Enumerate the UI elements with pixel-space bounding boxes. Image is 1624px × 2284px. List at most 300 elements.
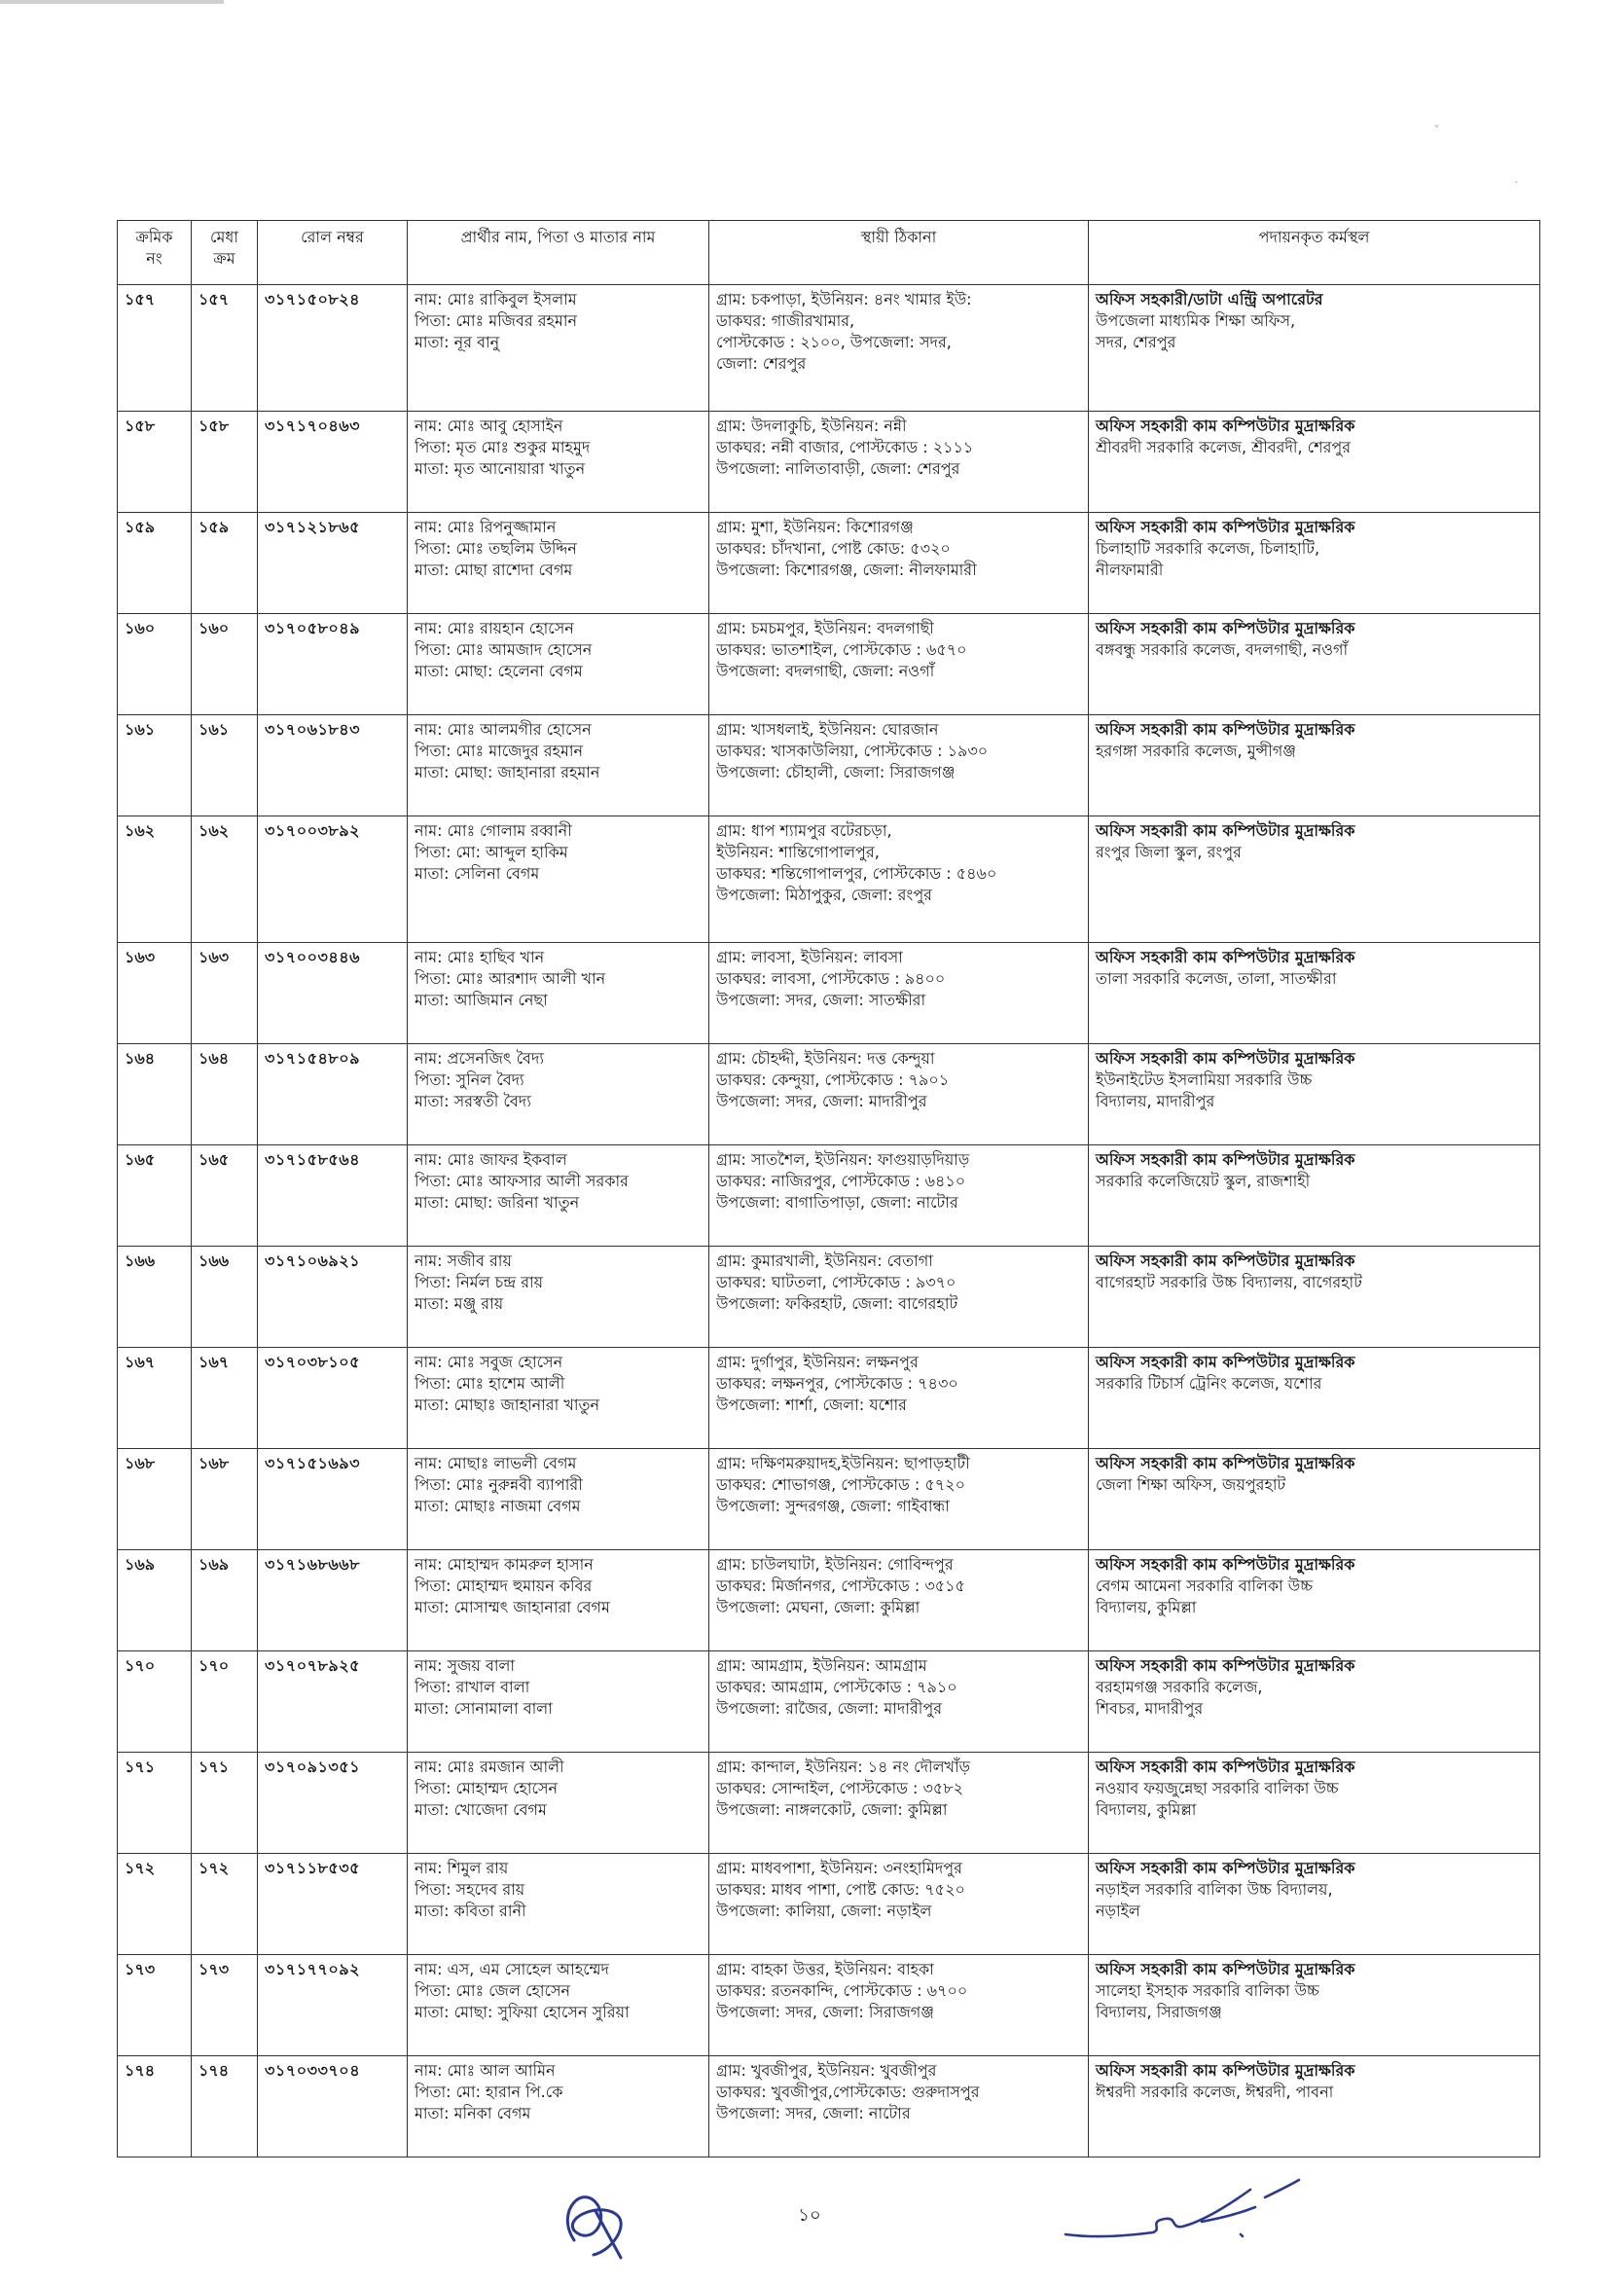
address-line: গ্রাম: খুবজীপুর, ইউনিয়ন: খুবজীপুর: [716, 2061, 937, 2080]
mother-name: মাতা: কবিতা রানী: [415, 1902, 526, 1920]
serial-cell: ১৫৭: [118, 285, 192, 412]
father-name: পিতা: মো: আব্দুল হাকিম: [415, 843, 568, 861]
posting-cell: [1089, 1044, 1540, 1145]
merit-cell: ১৭৩: [192, 1955, 258, 2056]
post-title: অফিস সহকারী কাম কম্পিউটার মুদ্রাক্ষরিক: [1096, 1555, 1355, 1574]
merit-cell: ১৬৬: [192, 1247, 258, 1348]
address-line: উপজেলা: শার্শা, জেলা: যশোর: [716, 1396, 907, 1414]
serial-cell: ১৬৫: [118, 1145, 192, 1247]
table-row: [118, 412, 1540, 513]
header-merit: [192, 221, 258, 285]
address-line: উপজেলা: ফকিরহাট, জেলা: বাগেরহাট: [716, 1294, 958, 1313]
posting-cell: [1089, 2056, 1540, 2157]
workplace-line: বিদ্যালয়, কুমিল্লা: [1096, 1598, 1197, 1616]
merit-cell: ১৭২: [192, 1854, 258, 1955]
workplace-line: রংপুর জিলা স্কুল, রংপুর: [1096, 843, 1242, 861]
address-line: গ্রাম: চৌহদ্দী, ইউনিয়ন: দত্ত কেন্দুয়া: [716, 1049, 935, 1068]
address-line: গ্রাম: মুশা, ইউনিয়ন: কিশোরগঞ্জ: [716, 518, 914, 536]
workplace-line: বিদ্যালয়, সিরাজগঞ্জ: [1096, 2003, 1222, 2021]
workplace-line: শ্রীবরদী সরকারি কলেজ, শ্রীবরদী, শেরপুর: [1096, 438, 1352, 456]
roll-number-cell: ৩১৭১৫১৬৯৩: [258, 1449, 408, 1550]
address-line: গ্রাম: কুমারখালী, ইউনিয়ন: বেতাগা: [716, 1251, 933, 1270]
roll-number-cell: ৩১৭১২১৮৬৫: [258, 513, 408, 614]
address-line: ডাকঘর: লক্ষনপুর, পোস্টকোড : ৭৪৩০: [716, 1374, 958, 1393]
candidate-name: নাম: মোঃ সবুজ হোসেন: [415, 1353, 563, 1371]
roll-number-cell: ৩১৭০০৩৪৪৬: [258, 943, 408, 1044]
merit-cell: ১৬২: [192, 816, 258, 943]
address-line: উপজেলা: মেঘনা, জেলা: কুমিল্লা: [716, 1598, 920, 1616]
candidate-name: নাম: মোঃ জাফর ইকবাল: [415, 1150, 567, 1169]
candidate-name-cell: [408, 614, 709, 715]
mother-name: মাতা: খোজেদা বেগম: [415, 1800, 547, 1819]
posting-cell: [1089, 1348, 1540, 1449]
workplace-line: বঙ্গবন্ধু সরকারি কলেজ, বদলগাছী, নওগাঁ: [1096, 640, 1349, 659]
merit-cell: ১৫৭: [192, 285, 258, 412]
table-row: [118, 1044, 1540, 1145]
mother-name: মাতা: মোছা: জাহানারা রহমান: [415, 763, 600, 781]
permanent-address-cell: [709, 2056, 1089, 2157]
header-serial-line: নং: [146, 249, 162, 268]
candidate-name: নাম: সুজয় বালা: [415, 1656, 516, 1675]
table-row: [118, 1348, 1540, 1449]
father-name: পিতা: মোঃ মজিবর রহমান: [415, 311, 578, 330]
permanent-address-cell: [709, 614, 1089, 715]
permanent-address-cell: [709, 1854, 1089, 1955]
permanent-address-cell: [709, 1550, 1089, 1651]
left-signature: [545, 2172, 652, 2265]
permanent-address-cell: [709, 1145, 1089, 1247]
candidate-name-cell: [408, 1247, 709, 1348]
permanent-address-cell: [709, 285, 1089, 412]
scan-speck: ·: [1514, 175, 1519, 191]
mother-name: মাতা: সোনামালা বালা: [415, 1699, 553, 1718]
posting-cell: [1089, 943, 1540, 1044]
candidate-name: নাম: এস, এম সোহেল আহম্মেদ: [415, 1960, 609, 1978]
posting-cell: [1089, 1651, 1540, 1753]
posting-cell: [1089, 1854, 1540, 1955]
post-title: অফিস সহকারী কাম কম্পিউটার মুদ্রাক্ষরিক: [1096, 1960, 1355, 1978]
mother-name: মাতা: মৃত আনোয়ারা খাতুন: [415, 459, 586, 478]
serial-cell: ১৬৪: [118, 1044, 192, 1145]
table-header: [118, 221, 1540, 285]
workplace-line: বিদ্যালয়, মাদারীপুর: [1096, 1092, 1215, 1110]
address-line: উপজেলা: মিঠাপুকুর, জেলা: রংপুর: [716, 886, 932, 904]
candidate-name-cell: [408, 816, 709, 943]
candidate-name: নাম: মোঃ আল আমিন: [415, 2061, 556, 2080]
permanent-address-cell: [709, 1348, 1089, 1449]
permanent-address-cell: [709, 1044, 1089, 1145]
post-title: অফিস সহকারী কাম কম্পিউটার মুদ্রাক্ষরিক: [1096, 1251, 1355, 1270]
father-name: পিতা: রাখাল বালা: [415, 1678, 530, 1696]
table-row: [118, 2056, 1540, 2157]
candidate-name-cell: [408, 285, 709, 412]
workplace-line: বিদ্যালয়, কুমিল্লা: [1096, 1800, 1197, 1819]
candidate-name: নাম: প্রসেনজিৎ বৈদ্য: [415, 1049, 544, 1068]
merit-cell: ১৫৮: [192, 412, 258, 513]
address-line: ডাকঘর: নন্নী বাজার, পোস্টকোড : ২১১১: [716, 438, 974, 456]
post-title: অফিস সহকারী কাম কম্পিউটার মুদ্রাক্ষরিক: [1096, 2061, 1355, 2080]
mother-name: মাতা: মোছাঃ জাহানারা খাতুন: [415, 1396, 600, 1414]
address-line: গ্রাম: দক্ষিণমরুয়াদহ,ইউনিয়ন: ছাপাড়হাটী: [716, 1454, 970, 1472]
address-line: উপজেলা: সদর, জেলা: মাদারীপুর: [716, 1092, 927, 1110]
address-line: গ্রাম: বাহকা উত্তর, ইউনিয়ন: বাহকা: [716, 1960, 934, 1978]
mother-name: মাতা: মোছা: সুফিয়া হোসেন সুরিয়া: [415, 2003, 630, 2021]
serial-cell: ১৫৮: [118, 412, 192, 513]
mother-name: মাতা: সেলিনা বেগম: [415, 864, 540, 883]
posting-cell: [1089, 285, 1540, 412]
workplace-line: উপজেলা মাধ্যমিক শিক্ষা অফিস,: [1096, 311, 1296, 330]
address-line: উপজেলা: সুন্দরগঞ্জ, জেলা: গাইবান্ধা: [716, 1497, 950, 1515]
mother-name: মাতা: সরস্বতী বৈদ্য: [415, 1092, 531, 1110]
address-line: উপজেলা: সদর, জেলা: সিরাজগঞ্জ: [716, 2003, 934, 2021]
workplace-line: সালেহা ইসহাক সরকারি বালিকা উচ্চ: [1096, 1981, 1319, 2000]
table-row: [118, 1854, 1540, 1955]
merit-cell: ১৬৫: [192, 1145, 258, 1247]
address-line: ডাকঘর: ভাতশাইল, পোস্টকোড : ৬৫৭০: [716, 640, 967, 659]
posting-cell: [1089, 816, 1540, 943]
father-name: পিতা: মোঃ আমজাদ হোসেন: [415, 640, 593, 659]
merit-cell: ১৬১: [192, 715, 258, 816]
post-title: অফিস সহকারী কাম কম্পিউটার মুদ্রাক্ষরিক: [1096, 518, 1355, 536]
serial-cell: ১৫৯: [118, 513, 192, 614]
address-line: উপজেলা: কালিয়া, জেলা: নড়াইল: [716, 1902, 932, 1920]
serial-cell: ১৬৯: [118, 1550, 192, 1651]
roll-number-cell: ৩১৭১৫৪৮০৯: [258, 1044, 408, 1145]
address-line: গ্রাম: মাধবপাশা, ইউনিয়ন: ৩নংহামিদপুর: [716, 1859, 962, 1877]
roll-number-cell: ৩১৭১৭০৪৬৩: [258, 412, 408, 513]
address-line: গ্রাম: দুর্গাপুর, ইউনিয়ন: লক্ষনপুর: [716, 1353, 919, 1371]
post-title: অফিস সহকারী কাম কম্পিউটার মুদ্রাক্ষরিক: [1096, 1353, 1355, 1371]
candidate-name: নাম: মোঃ হাছিব খান: [415, 948, 545, 966]
candidate-name-cell: [408, 1550, 709, 1651]
address-line: উপজেলা: নাঙ্গলকোট, জেলা: কুমিল্লা: [716, 1800, 948, 1819]
father-name: পিতা: মোহাম্মদ হুমায়ন কবির: [415, 1577, 593, 1595]
permanent-address-cell: [709, 412, 1089, 513]
candidate-name-cell: [408, 1348, 709, 1449]
candidate-name: নাম: মোঃ রমজান আলী: [415, 1758, 564, 1776]
candidate-name-cell: [408, 715, 709, 816]
father-name: পিতা: সুনিল বৈদ্য: [415, 1070, 524, 1089]
serial-cell: ১৬৬: [118, 1247, 192, 1348]
address-line: গ্রাম: খাসধলাই, ইউনিয়ন: ঘোরজান: [716, 720, 939, 739]
candidate-name: নাম: শিমুল রায়: [415, 1859, 509, 1877]
posting-cell: [1089, 1550, 1540, 1651]
merit-cell: ১৬৩: [192, 943, 258, 1044]
table-row: [118, 816, 1540, 943]
post-title: অফিস সহকারী কাম কম্পিউটার মুদ্রাক্ষরিক: [1096, 1758, 1355, 1776]
workplace-line: নড়াইল সরকারি বালিকা উচ্চ বিদ্যালয়,: [1096, 1880, 1333, 1899]
workplace-line: শিবচর, মাদারীপুর: [1096, 1699, 1204, 1718]
post-title: অফিস সহকারী কাম কম্পিউটার মুদ্রাক্ষরিক: [1096, 1150, 1355, 1169]
header-address: স্থায়ী ঠিকানা: [709, 221, 1089, 285]
address-line: গ্রাম: লাবসা, ইউনিয়ন: লাবসা: [716, 948, 903, 966]
serial-cell: ১৬২: [118, 816, 192, 943]
serial-cell: ১৬৩: [118, 943, 192, 1044]
posting-cell: [1089, 614, 1540, 715]
permanent-address-cell: [709, 513, 1089, 614]
candidate-name: নাম: মোঃ আলমগীর হোসেন: [415, 720, 592, 739]
candidate-name: নাম: মোছাঃ লাভলী বেগম: [415, 1454, 577, 1472]
address-line: ডাকঘর: ঘাটতলা, পোস্টকোড : ৯৩৭০: [716, 1273, 956, 1291]
candidate-name: নাম: মোঃ রায়হান হোসেন: [415, 619, 574, 637]
roll-number-cell: ৩১৭০৩৩৭০৪: [258, 2056, 408, 2157]
address-line: উপজেলা: সদর, জেলা: নাটোর: [716, 2104, 911, 2122]
header-roll: রোল নম্বর: [258, 221, 408, 285]
permanent-address-cell: [709, 943, 1089, 1044]
serial-cell: ১৬০: [118, 614, 192, 715]
workplace-line: হরগঙ্গা সরকারি কলেজ, মুন্সীগঞ্জ: [1096, 742, 1296, 760]
mother-name: মাতা: মনিকা বেগম: [415, 2104, 531, 2122]
merit-cell: ১৭০: [192, 1651, 258, 1753]
candidate-name-cell: [408, 1854, 709, 1955]
table-row: [118, 285, 1540, 412]
mother-name: মাতা: মোছা রাশেদা বেগম: [415, 561, 573, 579]
father-name: পিতা: নির্মল চন্দ্র রায়: [415, 1273, 544, 1291]
scan-edge-mark: [0, 0, 224, 4]
candidate-name: নাম: মোঃ রাকিবুল ইসলাম: [415, 290, 577, 308]
address-line: ডাকঘর: মির্জানগর, পোস্টকোড : ৩৫১৫: [716, 1577, 965, 1595]
table-row: [118, 1753, 1540, 1854]
mother-name: মাতা: মোছা: জরিনা খাতুন: [415, 1193, 580, 1212]
address-line: ডাকঘর: নাজিরপুর, পোস্টকোড : ৬৪১০: [716, 1172, 966, 1190]
workplace-line: নড়াইল: [1096, 1902, 1140, 1920]
address-line: ডাকঘর: খাসকাউলিয়া, পোস্টকোড : ১৯৩০: [716, 742, 989, 760]
post-title: অফিস সহকারী কাম কম্পিউটার মুদ্রাক্ষরিক: [1096, 619, 1355, 637]
permanent-address-cell: [709, 816, 1089, 943]
workplace-line: ঈশ্বরদী সরকারি কলেজ, ঈশ্বরদী, পাবনা: [1096, 2083, 1334, 2101]
serial-cell: ১৬৭: [118, 1348, 192, 1449]
candidate-name-cell: [408, 943, 709, 1044]
roll-number-cell: ৩১৭১৭৭০৯২: [258, 1955, 408, 2056]
merit-cell: ১৬৭: [192, 1348, 258, 1449]
workplace-line: বরহামগঞ্জ সরকারি কলেজ,: [1096, 1678, 1263, 1696]
merit-cell: ১৬৮: [192, 1449, 258, 1550]
permanent-address-cell: [709, 1247, 1089, 1348]
header-merit-line: ক্রম: [213, 249, 235, 268]
post-title: অফিস সহকারী কাম কম্পিউটার মুদ্রাক্ষরিক: [1096, 417, 1355, 435]
candidate-name-cell: [408, 1651, 709, 1753]
posting-cell: [1089, 513, 1540, 614]
address-line: গ্রাম: ধাপ শ্যামপুর বটেরচড়া,: [716, 821, 892, 840]
table-row: [118, 1651, 1540, 1753]
address-line: গ্রাম: চমচমপুর, ইউনিয়ন: বদলগাছী: [716, 619, 934, 637]
roll-number-cell: ৩১৭১০৬৯২১: [258, 1247, 408, 1348]
address-line: ডাকঘর: শন্তিগোপালপুর, পোস্টকোড : ৫৪৬০: [716, 864, 997, 883]
table-row: [118, 614, 1540, 715]
header-name: প্রার্থীর নাম, পিতা ও মাতার নাম: [408, 221, 709, 285]
header-serial: [118, 221, 192, 285]
address-line: ডাকঘর: খুবজীপুর,পোস্টকোড: গুরুদাসপুর: [716, 2083, 980, 2101]
post-title: অফিস সহকারী কাম কম্পিউটার মুদ্রাক্ষরিক: [1096, 720, 1355, 739]
candidate-name-cell: [408, 513, 709, 614]
workplace-line: ইউনাইটেড ইসলামিয়া সরকারি উচ্চ: [1096, 1070, 1313, 1089]
table-row: [118, 1449, 1540, 1550]
merit-list-table: [117, 220, 1540, 2157]
serial-cell: ১৭২: [118, 1854, 192, 1955]
merit-cell: ১৫৯: [192, 513, 258, 614]
workplace-line: নওয়াব ফয়জুন্নেছা সরকারি বালিকা উচ্চ: [1096, 1779, 1339, 1797]
candidate-name-cell: [408, 1145, 709, 1247]
post-title: অফিস সহকারী কাম কম্পিউটার মুদ্রাক্ষরিক: [1096, 821, 1355, 840]
posting-cell: [1089, 1449, 1540, 1550]
candidate-name: নাম: মোঃ রিপনুজ্জামান: [415, 518, 557, 536]
address-line: পোস্টকোড : ২১০০, উপজেলা: সদর,: [716, 333, 952, 351]
merit-cell: ১৬৪: [192, 1044, 258, 1145]
roll-number-cell: ৩১৭০৭৮৯২৫: [258, 1651, 408, 1753]
serial-cell: ১৭০: [118, 1651, 192, 1753]
address-line: ডাকঘর: চাঁদখানা, পোষ্ট কোড: ৫৩২০: [716, 539, 951, 558]
table-row: [118, 715, 1540, 816]
address-line: ডাকঘর: মাধব পাশা, পোষ্ট কোড: ৭৫২০: [716, 1880, 965, 1899]
roll-number-cell: ৩১৭০৫৮০৪৯: [258, 614, 408, 715]
scan-speck: ˇ: [1433, 125, 1440, 140]
header-posting: পদায়নকৃত কর্মস্থল: [1089, 221, 1540, 285]
address-line: গ্রাম: আমগ্রাম, ইউনিয়ন: আমগ্রাম: [716, 1656, 927, 1675]
table-row: [118, 1145, 1540, 1247]
header-row: [118, 221, 1540, 285]
address-line: গ্রাম: উদলাকুচি, ইউনিয়ন: নন্নী: [716, 417, 907, 435]
address-line: গ্রাম: চকপাড়া, ইউনিয়ন: ৪নং খামার ইউ:: [716, 290, 972, 308]
roll-number-cell: ৩১৭১১৮৫৩৫: [258, 1854, 408, 1955]
roll-number-cell: ৩১৭০০৩৮৯২: [258, 816, 408, 943]
posting-cell: [1089, 412, 1540, 513]
father-name: পিতা: সহদেব রায়: [415, 1880, 525, 1899]
table-row: [118, 943, 1540, 1044]
address-line: উপজেলা: বাগাতিপাড়া, জেলা: নাটোর: [716, 1193, 958, 1212]
father-name: পিতা: মোঃ হাশেম আলী: [415, 1374, 565, 1393]
serial-cell: ১৬৮: [118, 1449, 192, 1550]
candidate-name-cell: [408, 1753, 709, 1854]
post-title: অফিস সহকারী কাম কম্পিউটার মুদ্রাক্ষরিক: [1096, 1859, 1355, 1877]
mother-name: মাতা: মোছাঃ নাজমা বেগম: [415, 1497, 581, 1515]
posting-cell: [1089, 1955, 1540, 2056]
address-line: গ্রাম: সাতশৈল, ইউনিয়ন: ফাগুয়াড়দিয়াড়: [716, 1150, 970, 1169]
candidate-name: নাম: মোঃ আবু হোসাইন: [415, 417, 563, 435]
address-line: উপজেলা: নালিতাবাড়ী, জেলা: শেরপুর: [716, 459, 960, 478]
table-row: [118, 1550, 1540, 1651]
workplace-line: সরকারি টিচার্স ট্রেনিং কলেজ, যশোর: [1096, 1374, 1322, 1393]
workplace-line: চিলাহাটি সরকারি কলেজ, চিলাহাটি,: [1096, 539, 1320, 558]
merit-cell: ১৭১: [192, 1753, 258, 1854]
workplace-line: সরকারি কলেজিয়েট স্কুল, রাজশাহী: [1096, 1172, 1311, 1190]
mother-name: মাতা: মঞ্জু রায়: [415, 1294, 504, 1313]
roll-number-cell: ৩১৭১৫৮৫৬৪: [258, 1145, 408, 1247]
header-merit-line: মেধা: [210, 228, 238, 246]
address-line: ডাকঘর: আমগ্রাম, পোস্টকোড : ৭৯১০: [716, 1678, 957, 1696]
father-name: পিতা: মো: হারান পি.কে: [415, 2083, 563, 2101]
address-line: উপজেলা: রাজৈর, জেলা: মাদারীপুর: [716, 1699, 943, 1718]
table-row: [118, 513, 1540, 614]
workplace-line: তালা সরকারি কলেজ, তালা, সাতক্ষীরা: [1096, 969, 1337, 988]
serial-cell: ১৬১: [118, 715, 192, 816]
father-name: পিতা: মোঃ মাজেদুর রহমান: [415, 742, 584, 760]
address-line: ডাকঘর: গাজীরখামার,: [716, 311, 855, 330]
address-line: ডাকঘর: শোভাগঞ্জ, পোস্টকোড : ৫৭২০: [716, 1475, 965, 1494]
address-line: গ্রাম: চাউলঘাটা, ইউনিয়ন: গোবিন্দপুর: [716, 1555, 954, 1574]
mother-name: মাতা: মোসাম্মৎ জাহানারা বেগম: [415, 1598, 610, 1616]
mother-name: মাতা: আজিমান নেছা: [415, 991, 548, 1009]
candidate-name: নাম: মোহাম্মদ কামরুল হাসান: [415, 1555, 594, 1574]
father-name: পিতা: মোঃ আরশাদ আলী খান: [415, 969, 606, 988]
address-line: ইউনিয়ন: শান্তিগোপালপুর,: [716, 843, 880, 861]
workplace-line: বাগেরহাট সরকারি উচ্চ বিদ্যালয়, বাগেরহাট: [1096, 1273, 1362, 1291]
mother-name: মাতা: নূর বানু: [415, 333, 500, 351]
candidate-name-cell: [408, 1955, 709, 2056]
posting-cell: [1089, 715, 1540, 816]
posting-cell: [1089, 1247, 1540, 1348]
address-line: ডাকঘর: রতনকান্দি, পোস্টকোড : ৬৭০০: [716, 1981, 968, 2000]
candidate-name-cell: [408, 1044, 709, 1145]
candidate-name-cell: [408, 2056, 709, 2157]
merit-cell: ১৭৪: [192, 2056, 258, 2157]
permanent-address-cell: [709, 715, 1089, 816]
father-name: পিতা: মোঃ নুরুন্নবী ব্যাপারী: [415, 1475, 583, 1494]
serial-cell: ১৭৪: [118, 2056, 192, 2157]
candidate-name-cell: [408, 412, 709, 513]
roll-number-cell: ৩১৭১৬৮৬৬৮: [258, 1550, 408, 1651]
roll-number-cell: ৩১৭০৯১৩৫১: [258, 1753, 408, 1854]
address-line: ডাকঘর: লাবসা, পোস্টকোড : ৯৪০০: [716, 969, 946, 988]
post-title: অফিস সহকারী কাম কম্পিউটার মুদ্রাক্ষরিক: [1096, 1656, 1355, 1675]
father-name: পিতা: মোঃ তছলিম উদ্দিন: [415, 539, 577, 558]
address-line: উপজেলা: কিশোরগঞ্জ, জেলা: নীলফামারী: [716, 561, 977, 579]
mother-name: মাতা: মোছা: হেলেনা বেগম: [415, 662, 583, 680]
post-title: অফিস সহকারী কাম কম্পিউটার মুদ্রাক্ষরিক: [1096, 1049, 1355, 1068]
father-name: পিতা: মৃত মোঃ শুকুর মাহমুদ: [415, 438, 591, 456]
permanent-address-cell: [709, 1753, 1089, 1854]
workplace-line: জেলা শিক্ষা অফিস, জয়পুরহাট: [1096, 1475, 1286, 1494]
merit-cell: ১৬৯: [192, 1550, 258, 1651]
header-serial-line: ক্রমিক: [135, 228, 173, 246]
father-name: পিতা: মোহাম্মদ হোসেন: [415, 1779, 559, 1797]
serial-cell: ১৭৩: [118, 1955, 192, 2056]
father-name: পিতা: মোঃ জেল হোসেন: [415, 1981, 571, 2000]
right-signature: [1056, 2168, 1309, 2256]
workplace-line: বেগম আমেনা সরকারি বালিকা উচ্চ: [1096, 1577, 1314, 1595]
address-line: উপজেলা: সদর, জেলা: সাতক্ষীরা: [716, 991, 926, 1009]
posting-cell: [1089, 1145, 1540, 1247]
father-name: পিতা: মোঃ আফসার আলী সরকার: [415, 1172, 629, 1190]
roll-number-cell: ৩১৭০৬১৮৪৩: [258, 715, 408, 816]
post-title: অফিস সহকারী কাম কম্পিউটার মুদ্রাক্ষরিক: [1096, 1454, 1355, 1472]
address-line: ডাকঘর: কেন্দুয়া, পোস্টকোড : ৭৯০১: [716, 1070, 950, 1089]
table-body: [118, 285, 1540, 2157]
address-line: উপজেলা: বদলগাছী, জেলা: নওগাঁ: [716, 662, 935, 680]
roll-number-cell: ৩১৭১৫০৮২৪: [258, 285, 408, 412]
candidate-name: নাম: সজীব রায়: [415, 1251, 512, 1270]
candidate-name-cell: [408, 1449, 709, 1550]
address-line: উপজেলা: চৌহালী, জেলা: সিরাজগঞ্জ: [716, 763, 956, 781]
permanent-address-cell: [709, 1955, 1089, 2056]
permanent-address-cell: [709, 1449, 1089, 1550]
address-line: ডাকঘর: সোন্দাইল, পোস্টকোড : ৩৫৮২: [716, 1779, 964, 1797]
post-title: অফিস সহকারী/ডাটা এন্ট্রি অপারেটর: [1096, 290, 1323, 308]
table-row: [118, 1955, 1540, 2056]
table-row: [118, 1247, 1540, 1348]
page-number: ১০: [798, 2205, 821, 2226]
workplace-line: নীলফামারী: [1096, 561, 1164, 579]
address-line: গ্রাম: কান্দাল, ইউনিয়ন: ১৪ নং দৌলখাঁড়: [716, 1758, 971, 1776]
address-line: জেলা: শেরপুর: [716, 354, 807, 373]
roll-number-cell: ৩১৭০৩৮১০৫: [258, 1348, 408, 1449]
candidate-name: নাম: মোঃ গোলাম রব্বানী: [415, 821, 572, 840]
post-title: অফিস সহকারী কাম কম্পিউটার মুদ্রাক্ষরিক: [1096, 948, 1355, 966]
merit-cell: ১৬০: [192, 614, 258, 715]
workplace-line: সদর, শেরপুর: [1096, 333, 1176, 351]
permanent-address-cell: [709, 1651, 1089, 1753]
posting-cell: [1089, 1753, 1540, 1854]
serial-cell: ১৭১: [118, 1753, 192, 1854]
